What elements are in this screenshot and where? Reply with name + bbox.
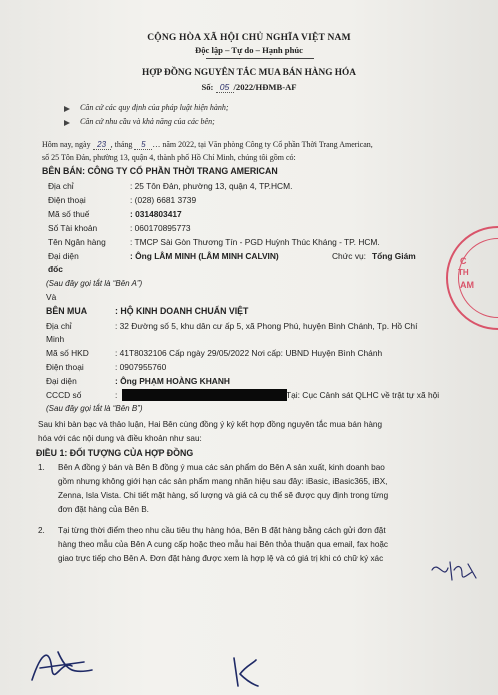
intro-day-handwritten: 23 bbox=[93, 140, 111, 150]
intro-line-2: số 25 Tôn Đản, phường 13, quận 4, thành phố Hồ Chí Minh, chúng tôi gồm có: bbox=[42, 153, 296, 162]
header-underline bbox=[206, 58, 314, 59]
party-b-address-label: Địa chỉ bbox=[46, 321, 72, 331]
party-b-alias: (Sau đây gọi tắt là “Bên B”) bbox=[46, 404, 143, 413]
party-a-account-label: Số Tài khoản bbox=[48, 223, 98, 233]
contract-number: Số: 05 /2022/HĐMB-AF bbox=[201, 82, 297, 92]
party-a-bank-value: : TMCP Sài Gòn Thương Tín - PGD Huỳnh Thúc Kháng - TP. HCM. bbox=[130, 237, 380, 247]
redacted-id-number bbox=[122, 389, 287, 401]
party-a-position-value: Tổng Giám bbox=[372, 251, 416, 261]
article-1-item-1-line-4: đơn đặt hàng của Bên B. bbox=[58, 505, 149, 514]
article-1-item-2-line-3: giao trực tiếp cho Bên A. Đơn đặt hàng được xem là hợp lệ và có giá trị khi có chữ ký xác bbox=[58, 554, 384, 563]
party-b-id-label: CCCD số bbox=[46, 390, 82, 400]
party-a-phone-value: : (028) 6681 3739 bbox=[130, 195, 197, 205]
party-b-hkd-label: Mã số HKD bbox=[46, 348, 89, 358]
article-1-item-1-line-1: Bên A đồng ý bán và Bên B đồng ý mua các sản phẩm do Bên A sản xuất, kinh doanh bao bbox=[58, 463, 385, 472]
party-a-heading: BÊN BÁN: CÔNG TY CỔ PHẦN THỜI TRANG AMERICAN bbox=[42, 166, 278, 176]
handwritten-initials-icon bbox=[428, 556, 480, 586]
party-b-heading-label: BÊN MUA bbox=[46, 306, 88, 316]
party-b-phone-value: : 0907955760 bbox=[115, 362, 167, 372]
party-b-phone-label: Điện thoại bbox=[46, 362, 84, 372]
party-a-address-label: Địa chỉ bbox=[48, 181, 74, 191]
motto: Độc lập – Tự do – Hạnh phúc bbox=[195, 45, 303, 55]
basis-line-1: Căn cứ các quy định của pháp luật hiện hành; bbox=[80, 103, 229, 112]
company-stamp-icon: C TH AM bbox=[446, 226, 498, 330]
agreement-line-1: Sau khi bàn bạc và thảo luận, Hai Bên cùng đồng ý ký kết hợp đồng nguyên tắc mua bán hàng bbox=[38, 420, 383, 429]
party-b-id-issuer: Tại: Cục Cảnh sát QLHC về trật tự xã hội bbox=[286, 390, 440, 400]
party-a-rep-value: : Ông LÂM MINH (LÂM MINH CALVIN) bbox=[130, 251, 279, 261]
signature-party-b-icon bbox=[226, 652, 266, 692]
party-a-alias: (Sau đây gọi tắt là “Bên A”) bbox=[46, 279, 143, 288]
party-a-address-value: : 25 Tôn Đản, phường 13, quận 4, TP.HCM. bbox=[130, 181, 293, 191]
article-1-item-1-number: 1. bbox=[38, 463, 45, 472]
party-b-heading-value: : HỘ KINH DOANH CHUẨN VIỆT bbox=[115, 306, 249, 316]
agreement-line-2: hóa với các nội dung và điều khoản như sau: bbox=[38, 434, 202, 443]
and-text: Và bbox=[46, 292, 57, 302]
intro-line-1: Hôm nay, ngày 23 , tháng 5 … năm 2022, tại Văn phòng Công ty Cổ phần Thời Trang American, bbox=[42, 140, 373, 149]
party-a-tax-label: Mã số thuế bbox=[48, 209, 90, 219]
party-b-rep-value: : Ông PHẠM HOÀNG KHANH bbox=[115, 376, 230, 386]
party-a-position-label: Chức vụ: bbox=[332, 251, 366, 261]
contract-title: HỢP ĐỒNG NGUYÊN TẮC MUA BÁN HÀNG HÓA bbox=[142, 68, 356, 78]
article-1-item-1-line-3: Zenna, Isla Vista. Chi tiết mặt hàng, số lượng và giá cả cụ thể sẽ được quy định trong từng bbox=[58, 491, 389, 500]
party-b-hkd-value: : 41T8032106 Cấp ngày 29/05/2022 Nơi cấp: UBND Huyện Bình Chánh bbox=[115, 348, 383, 358]
bullet-icon bbox=[64, 120, 70, 126]
country-header: CỘNG HÒA XÃ HỘI CHỦ NGHĨA VIỆT NAM bbox=[147, 33, 351, 43]
party-a-bank-label: Tên Ngân hàng bbox=[48, 237, 106, 247]
party-a-position-cont: đốc bbox=[48, 264, 63, 274]
article-1-item-1-line-2: gồm nhưng không giới hạn các sản phẩm mang nhãn hiệu sau đây: iBasic, iBasic365, iBX, bbox=[58, 477, 388, 486]
party-a-phone-label: Điện thoại bbox=[48, 195, 86, 205]
contract-number-handwritten: 05 bbox=[216, 82, 234, 93]
basis-line-2: Căn cứ nhu cầu và khả năng của các bên; bbox=[80, 117, 215, 126]
party-b-address-value: : 32 Đường số 5, khu dân cư ấp 5, xã Phong Phú, huyện Bình Chánh, Tp. Hồ Chí bbox=[115, 321, 418, 331]
party-b-rep-label: Đại diện bbox=[46, 376, 77, 386]
party-b-id-prefix: : bbox=[115, 390, 118, 400]
article-1-heading: ĐIỀU 1: ĐỐI TƯỢNG CỦA HỢP ĐỒNG bbox=[36, 448, 194, 458]
bullet-icon bbox=[64, 106, 70, 112]
article-1-item-2-line-1: Tại từng thời điểm theo nhu cầu tiêu thụ hàng hóa, Bên B đặt hàng bằng cách gửi đơn đặt bbox=[58, 526, 386, 535]
party-a-tax-value: : 0314803417 bbox=[130, 209, 182, 219]
article-1-item-2-number: 2. bbox=[38, 526, 45, 535]
party-a-rep-label: Đại diện bbox=[48, 251, 79, 261]
party-b-address-cont: Minh bbox=[46, 334, 65, 344]
intro-month-handwritten: 5 bbox=[134, 140, 152, 150]
article-1-item-2-line-2: hàng theo mẫu của Bên A cung cấp hoặc theo mẫu hai Bên thỏa thuận qua email, fax hoặc bbox=[58, 540, 389, 549]
party-a-account-value: : 060170895773 bbox=[130, 223, 191, 233]
signature-party-a-icon bbox=[22, 640, 102, 690]
